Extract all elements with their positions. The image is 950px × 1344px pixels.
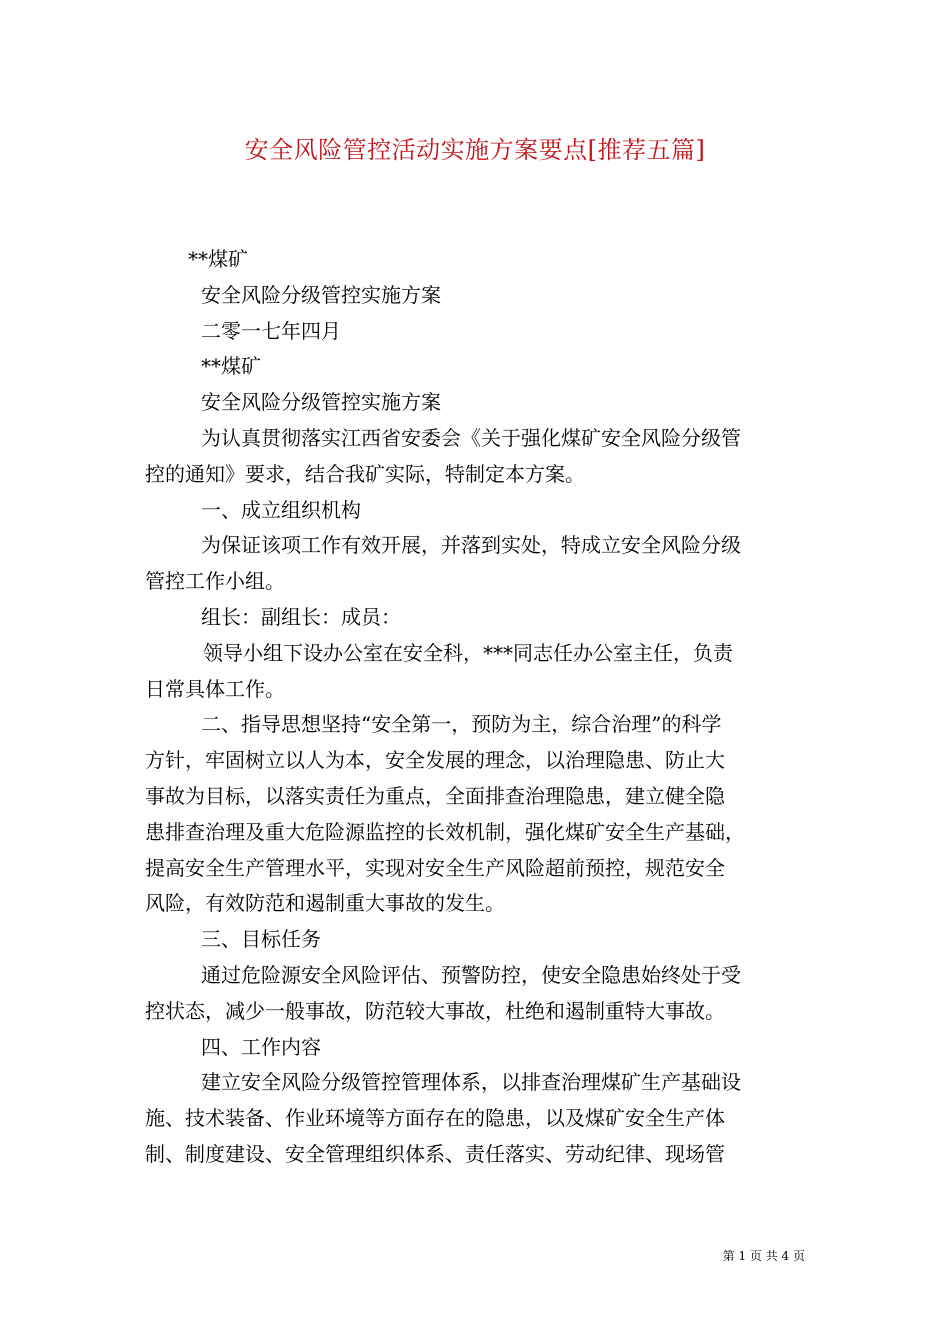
body-line: 风险，有效防范和遏制重大事故的发生。 bbox=[145, 891, 505, 916]
body-line: 组长：副组长：成员： bbox=[201, 604, 401, 629]
body-line: 管控工作小组。 bbox=[145, 569, 285, 594]
body-line: 控状态，减少一般事故，防范较大事故，杜绝和遏制重特大事故。 bbox=[145, 998, 725, 1023]
document-body bbox=[145, 242, 810, 1173]
body-line: 通过危险源安全风险评估、预警防控，使安全隐患始终处于受 bbox=[201, 962, 741, 987]
body-line: **煤矿 bbox=[188, 247, 248, 271]
document-title: 安全风险管控活动实施方案要点[推荐五篇] bbox=[244, 136, 706, 164]
body-line: **煤矿 bbox=[201, 354, 261, 379]
page-number-footer: 第 1 页 共 4 页 bbox=[722, 1249, 805, 1263]
body-line: 日常具体工作。 bbox=[145, 676, 285, 701]
body-line: 安全风险分级管控实施方案 bbox=[201, 390, 441, 415]
body-line: 施、技术装备、作业环境等方面存在的隐患，以及煤矿安全生产体 bbox=[145, 1106, 725, 1131]
body-line: 患排查治理及重大危险源监控的长效机制，强化煤矿安全生产基础， bbox=[145, 819, 745, 844]
body-line: 二零一七年四月 bbox=[201, 318, 341, 343]
body-line: 为保证该项工作有效开展，并落到实处，特成立安全风险分级 bbox=[201, 533, 741, 558]
body-line: 三、目标任务 bbox=[201, 927, 321, 952]
body-line: 二、指导思想坚持“安全第一，预防为主，综合治理”的科学 bbox=[201, 712, 722, 737]
body-line: 一、成立组织机构 bbox=[201, 497, 361, 522]
body-line: 提高安全生产管理水平，实现对安全生产风险超前预控，规范安全 bbox=[145, 855, 725, 880]
body-line: 安全风险分级管控实施方案 bbox=[201, 282, 441, 307]
body-line: 事故为目标，以落实责任为重点，全面排查治理隐患，建立健全隐 bbox=[145, 783, 725, 808]
body-line: 控的通知》要求，结合我矿实际，特制定本方案。 bbox=[145, 461, 585, 486]
body-line: 制、制度建设、安全管理组织体系、责任落实、劳动纪律、现场管 bbox=[145, 1141, 725, 1166]
body-line: 方针，牢固树立以人为本，安全发展的理念，以治理隐患、防止大 bbox=[145, 748, 725, 773]
body-line: 为认真贯彻落实江西省安委会《关于强化煤矿安全风险分级管 bbox=[201, 425, 741, 450]
body-line: 四、工作内容 bbox=[201, 1034, 321, 1059]
body-line: 建立安全风险分级管控管理体系，以排查治理煤矿生产基础设 bbox=[201, 1070, 741, 1095]
body-line: 领导小组下设办公室在安全科，***同志任办公室主任，负责 bbox=[203, 640, 733, 665]
